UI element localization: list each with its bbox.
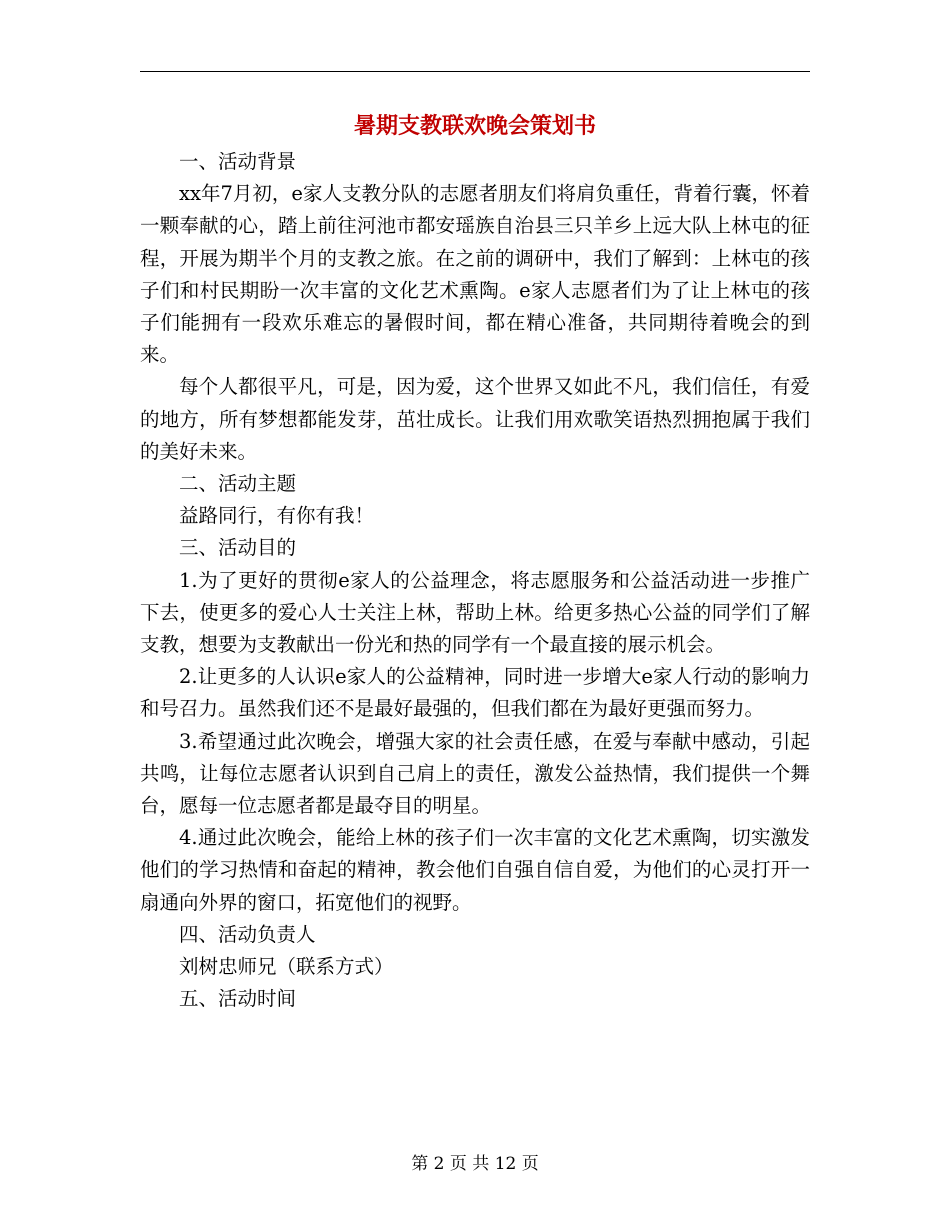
paragraph-purpose-4: 4.通过此次晚会，能给上林的孩子们一次丰富的文化艺术熏陶，切实激发他们的学习热情和奋起的精神，教会他们自强自信自爱，为他们的心灵打开一扇通向外界的窗口，拓宽他们的视野。 xyxy=(140,826,810,914)
section-heading-purpose: 三、活动目的 xyxy=(179,536,297,560)
section-heading-time: 五、活动时间 xyxy=(179,987,297,1011)
paragraph-theme: 益路同行，有你有我！ xyxy=(179,504,375,528)
paragraph-purpose-3: 3.希望通过此次晚会，增强大家的社会责任感，在爱与奉献中感动，引起共鸣，让每位志愿者认识到自己肩上的责任，激发公益热情，我们提供一个舞台，愿每一位志愿者都是最夺目的明星。 xyxy=(140,729,810,818)
section-heading-theme: 二、活动主题 xyxy=(179,472,297,496)
paragraph-purpose-2: 2.让更多的人认识e家人的公益精神，同时进一步增大e家人行动的影响力和号召力。虽然我们还不是最好最强的，但我们都在为最好更强而努力。 xyxy=(140,665,810,721)
section-heading-background: 一、活动背景 xyxy=(179,150,297,173)
document-title: 暑期支教联欢晚会策划书 xyxy=(353,113,596,139)
section-heading-leader: 四、活动负责人 xyxy=(179,922,316,946)
document-body xyxy=(140,146,810,1015)
paragraph-leader: 刘树忠师兄（联系方式） xyxy=(179,955,394,979)
paragraph-purpose-1: 1.为了更好的贯彻e家人的公益理念，将志愿服务和公益活动进一步推广下去，使更多的爱心人士关注上林，帮助上林。给更多热心公益的同学们了解支教，想要为支教献出一份光和热的同学有一个最直接的展示机会。 xyxy=(140,568,810,657)
paragraph-background: xx年7月初，e家人支教分队的志愿者朋友们将肩负重任，背着行囊，怀着一颗奉献的心，踏上前往河池市都安瑶族自治县三只羊乡上远大队上林屯的征程，开展为期半个月的支教之旅。在之前的调研中，我们了解到：上林屯的孩子们和村民期盼一次丰富的文化艺术熏陶。e家人志愿者们为了让上林屯的孩子们能拥有一段欢乐难忘的暑假时间，都在精心准备，共同期待着晚会的到来。 xyxy=(140,182,810,367)
paragraph-love: 每个人都很平凡，可是，因为爱，这个世界又如此不凡，我们信任，有爱的地方，所有梦想都能发芽，茁壮成长。让我们用欢歌笑语热烈拥抱属于我们的美好未来。 xyxy=(140,375,810,463)
header-rule xyxy=(140,71,810,72)
page-number-footer: 第 2 页 共 12 页 xyxy=(411,1154,539,1174)
